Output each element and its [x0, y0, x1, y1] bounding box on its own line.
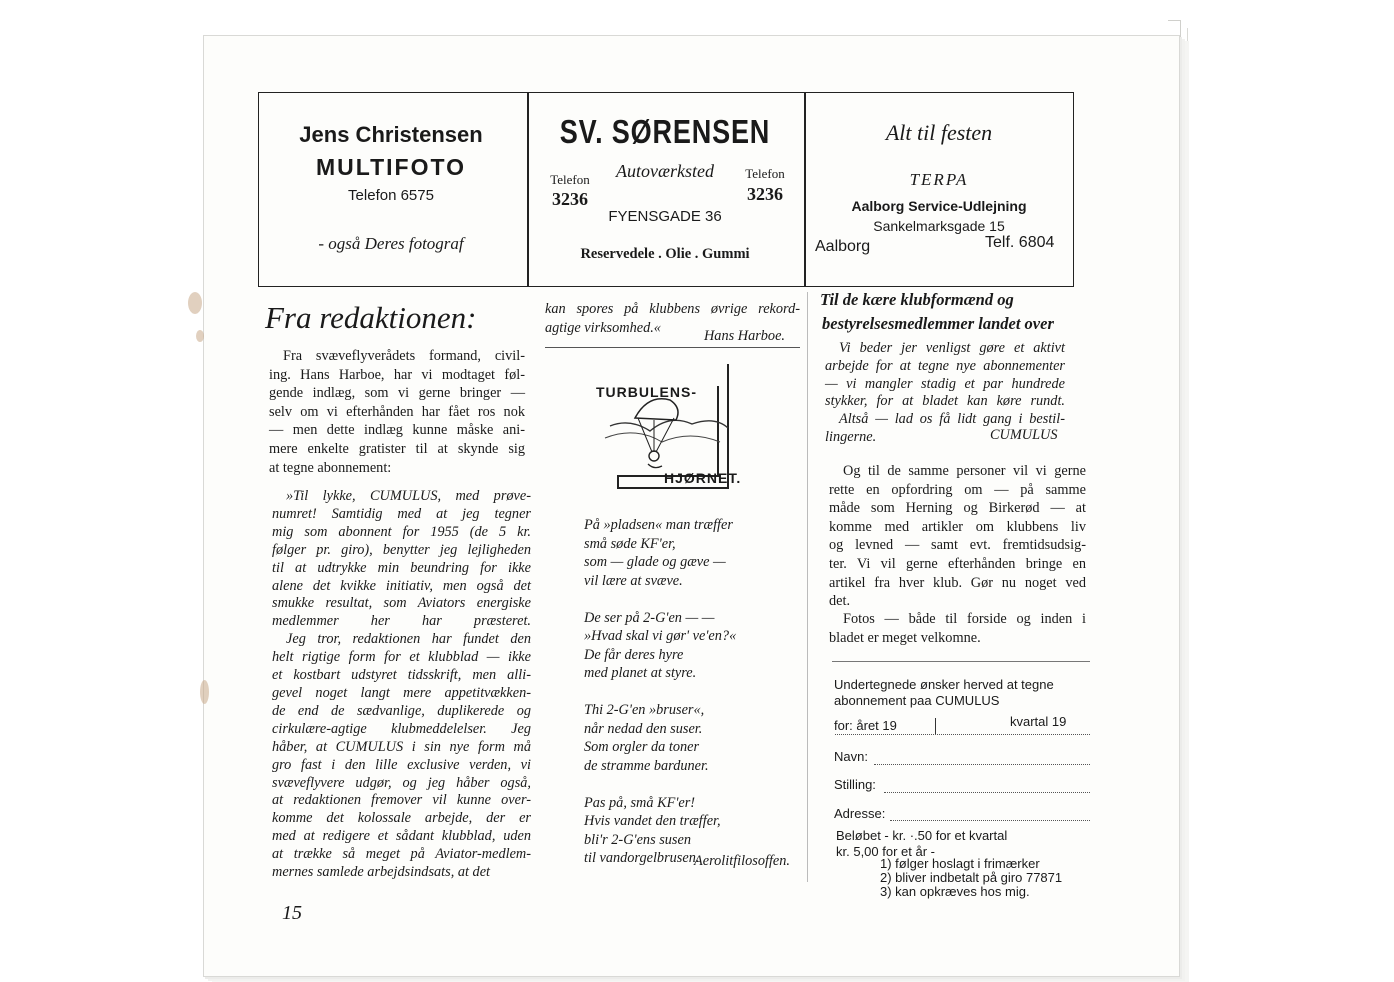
logo-text-bottom: HJØRNET.	[664, 470, 742, 486]
year-field[interactable]	[835, 734, 1090, 735]
section-rule	[545, 347, 800, 348]
poem-line	[584, 590, 736, 609]
appeal-line: arbejde for at tegne nye abonnementer	[825, 357, 1065, 374]
body-line: og levned — samt evt. fremtidsudsig-	[829, 537, 1086, 554]
letter-line: cirkulære-agtige klubmeddelelser. Jeg	[272, 720, 531, 737]
form-option-2: 2) bliver indbetalt på giro 77871	[880, 870, 1063, 885]
letter-signature: Hans Harboe.	[703, 328, 785, 344]
form-address-label: Adresse:	[834, 806, 886, 821]
appeal-signature: CUMULUS	[990, 427, 1058, 443]
form-separator	[935, 718, 936, 734]
intro-line: — men dette indlæg kunne måske ani-	[269, 422, 525, 439]
column-divider	[807, 292, 808, 882]
form-option-1: 1) følger hoslagt i frimærker	[880, 856, 1040, 871]
photo-line: Fotos — både til forside og inden i	[843, 611, 1086, 627]
form-intro-1: Undertegnede ønsker herved at tegne	[834, 677, 1054, 692]
poem-line: Pas på, små KF'er!	[584, 794, 696, 811]
letter-line: helt rigtige form for et klubblad — ikke	[272, 649, 531, 666]
intro-line: mere enkelte gratister til at skynde sig	[269, 440, 525, 457]
intro-line: at tegne abonnement:	[269, 459, 392, 476]
letter-line: mernes samlede arbejdsindsats, at det	[272, 864, 491, 881]
page-stain	[196, 330, 204, 342]
intro-line: gende indlæg, som vi gerne bringer —	[269, 385, 525, 402]
ad2-sub: Autoværksted	[616, 161, 714, 181]
letter-line: et kostbart udstyret tidsskrift, men alli-	[272, 667, 531, 684]
letter-line: numret! Samtidig med at jeg tegner	[272, 505, 531, 522]
appeal-line: Altså — lad os få lidt gang i bestil-	[839, 411, 1065, 428]
letter-line: følger pr. giro), benytter jeg lejligheden	[272, 541, 531, 558]
form-year-label: for: året 19	[834, 718, 897, 733]
poem-line: små søde KF'er,	[584, 535, 676, 552]
page-stain	[188, 292, 202, 314]
intro-line: ing. Hans Harboe, har vi modtaget føl-	[269, 366, 525, 383]
poem-line: Som orgler da toner	[584, 739, 700, 755]
form-name-label: Navn:	[834, 749, 868, 764]
photo-request	[829, 610, 1086, 647]
ad3-brand: TERPA	[909, 170, 969, 189]
address-field[interactable]	[890, 820, 1090, 821]
poem-line	[584, 683, 736, 702]
poem-line	[584, 775, 736, 794]
letter-line: svæveflyvere udgør, og jeg håber også,	[272, 774, 531, 791]
poem-line: de stramme barduner.	[584, 757, 709, 774]
appeal-line: stykker, for at bladet kan køre rundt.	[825, 393, 1065, 410]
ad1-phone: Telefon 6575	[348, 187, 434, 204]
poem-line: De ser på 2-G'en — —	[584, 609, 715, 626]
continuation-line: agtige virksomhed.«	[545, 319, 661, 336]
poem-line: med planet at styre.	[584, 665, 697, 681]
letter-line: smukke resultat, som Aviators energiske	[272, 595, 531, 612]
poem	[584, 516, 736, 868]
letter-line: gro fast i den lille exclusive verden, vi	[272, 756, 531, 773]
ad3-address: Sankelmarksgade 15	[873, 218, 1005, 234]
poem-line: til vandorgelbrusen.	[584, 850, 700, 866]
ad1-name: Jens Christensen	[299, 122, 483, 147]
form-price-2: kr. 5,00 for et år -	[836, 844, 935, 859]
ad2-name: SV. SØRENSEN	[559, 113, 771, 150]
poem-line: Hvis vandet den træffer,	[584, 813, 721, 829]
poem-line: vil lære at svæve.	[584, 572, 683, 589]
letter-line: at trække så meget på Aviator-medlem-	[272, 846, 531, 863]
letter-line: med at redigere et sådant klubblad, uden	[272, 828, 531, 845]
ad2-phone-label-right: Telefon	[745, 166, 785, 181]
poem-line: »Hvad skal vi gør' ve'en?«	[584, 628, 737, 644]
name-field[interactable]	[874, 764, 1090, 765]
letter-line: medlemmer her har præsteret.	[272, 613, 531, 630]
editorial-title: Fra redaktionen:	[265, 300, 477, 335]
ad-divider	[804, 93, 806, 286]
ad3-city: Aalborg	[815, 238, 871, 255]
appeal-heading-2: bestyrelsesmedlemmer landet over	[822, 314, 1054, 333]
ad3-company: Aalborg Service-Udlejning	[851, 198, 1027, 214]
intro-line: selv om vi efterhånden har fået ros nok	[269, 403, 525, 420]
ad2-address: FYENSGADE 36	[608, 208, 722, 225]
letter-line: gevel noget langt mere appetitvækken-	[272, 684, 531, 701]
body-line: rette en opfordring om — på samme	[829, 481, 1086, 498]
letter-line: til at udtrykke min beundring for ikke	[272, 559, 531, 576]
letter-line: alene det kvikke initiativ, men også det	[272, 577, 531, 594]
poem-line: De får deres hyre	[584, 646, 684, 663]
form-position-label: Stilling:	[834, 777, 876, 792]
poem-line: Thi 2-G'en »bruser«,	[584, 702, 705, 718]
poem-author: Aerolitfilosoffen.	[694, 853, 790, 869]
letter-line: de end de sædvanlige, duplikerede og	[272, 702, 531, 719]
ad1-tagline: - også Deres fotograf	[318, 234, 464, 253]
poem-line: På »pladsen« man træffer	[584, 517, 733, 533]
appeal-line: Vi beder jer venligst gøre et aktivt	[839, 340, 1065, 356]
page-stain	[200, 680, 209, 704]
poem-line: når nedad den suser.	[584, 720, 703, 737]
letter-line: komme det kolossale arbejde, der er	[272, 810, 531, 827]
form-price-1: Beløbet - kr. ·.50 for et kvartal	[836, 828, 1008, 843]
logo-text-top: TURBULENS-	[596, 384, 697, 400]
body-line: måde som Herning og Birkerød — at	[829, 500, 1086, 517]
photo-line: bladet er meget velkomne.	[829, 629, 981, 646]
intro-line: Fra svæveflyverådets formand, civil-	[283, 348, 525, 364]
body-line: komme med artikler om klubbens liv	[829, 518, 1086, 535]
ad2-phone-right: 3236	[747, 184, 783, 204]
ad2-phone-label-left: Telefon	[550, 172, 590, 187]
ad1-company: MULTIFOTO	[315, 154, 466, 180]
letter-line: mig som abonnent for 1955 (de 5 kr.	[272, 523, 531, 540]
ad2-products: Reservedele . Olie . Gummi	[580, 246, 750, 262]
form-intro-2: abonnement paa CUMULUS	[834, 693, 1000, 708]
appeal-line: — vi mangler stadig et par hundrede	[825, 375, 1065, 392]
letter-line: »Til lykke, CUMULUS, med prøve-	[286, 488, 531, 504]
body-line: det.	[829, 593, 851, 610]
body-line: ter. Vi vil gerne efterhånden bringe en	[829, 555, 1086, 572]
page-number: 15	[282, 902, 302, 924]
section-rule	[832, 661, 1090, 662]
letter-line: at redaktionen fremover vil kunne over-	[272, 792, 531, 809]
body-line: Og til de samme personer vil vi gerne	[843, 463, 1086, 479]
harboe-letter	[272, 488, 531, 882]
form-quarter-label: kvartal 19	[1010, 714, 1067, 729]
letter-line: Jeg tror, redaktionen har fundet den	[286, 631, 531, 648]
position-field[interactable]	[884, 792, 1090, 793]
form-option-3: 3) kan opkræves hos mig.	[880, 884, 1030, 899]
appeal-body	[829, 462, 1086, 611]
poem-line: som — glade og gæve —	[584, 554, 726, 570]
ad3-headline: Alt til festen	[885, 120, 993, 145]
editorial-intro	[269, 347, 525, 477]
ad3-phone: Telf. 6804	[985, 234, 1055, 251]
appeal-line: lingerne.	[825, 428, 877, 445]
continuation-line: kan spores på klubbens øvrige rekord-	[545, 301, 800, 317]
body-line: artikel fra hver klub. Gør nu noget ved	[829, 574, 1086, 591]
appeal-heading-1: Til de kære klubformænd og	[820, 290, 1014, 309]
letter-line: håber, at CUMULUS i sin nye form må	[272, 738, 531, 755]
poem-line: bli'r 2-G'ens susen	[584, 831, 691, 848]
ad-divider	[527, 93, 529, 286]
ad2-phone-left: 3236	[552, 189, 588, 209]
